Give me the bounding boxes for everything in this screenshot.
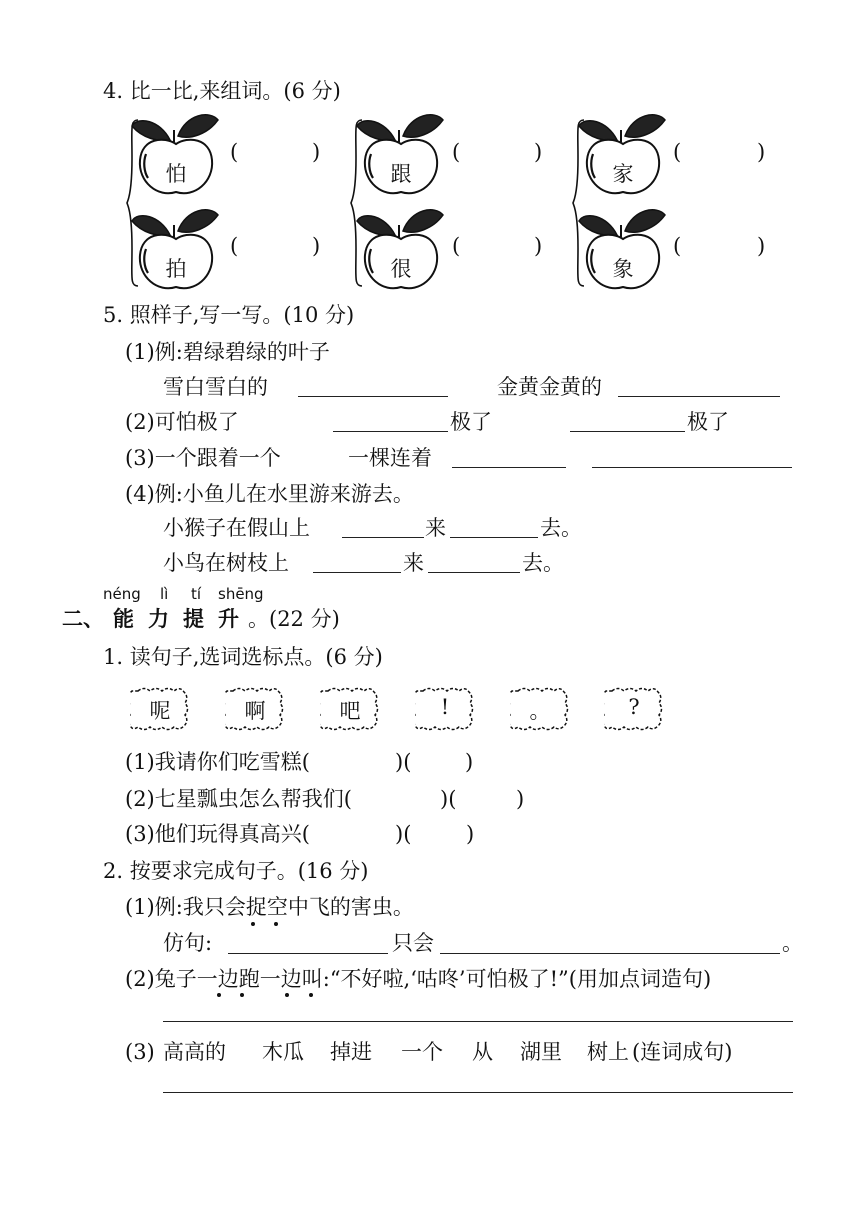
word-chip: 树上 <box>587 1040 629 1064</box>
word-chip: 木瓜 <box>262 1040 304 1064</box>
q5-s4-l2-c: 去。 <box>522 551 564 575</box>
answer-line[interactable] <box>313 572 401 573</box>
option-word: 啊 <box>244 699 266 723</box>
apple-card <box>577 112 669 196</box>
apple-char: 家 <box>612 162 634 186</box>
apple-card <box>130 112 222 196</box>
option-word: 吧 <box>339 699 361 723</box>
s2q1-item-3: (3)他们玩得真高兴( <box>125 822 310 846</box>
s2q2-item-2: (2)兔子一边跑一边叫:“不好啦,‘咕咚’可怕极了!”(用加点词造句) <box>125 967 712 991</box>
option-word: 呢 <box>149 699 171 723</box>
option-cloud <box>604 685 664 731</box>
option-cloud <box>320 685 380 731</box>
apple-char: 跟 <box>390 162 412 186</box>
option-cloud <box>415 685 475 731</box>
section2-prefix: 二、 <box>62 607 104 631</box>
answer-line[interactable] <box>428 572 520 573</box>
option-cloud <box>510 685 570 731</box>
q5-s3-b: 一棵连着 <box>348 446 432 470</box>
answer-line[interactable] <box>333 431 448 432</box>
word-chip: 一个 <box>401 1040 443 1064</box>
answer-line[interactable] <box>452 467 566 468</box>
s2q2-imitate-label: 仿句: <box>163 931 213 955</box>
q5-s2-b: 极了 <box>450 410 492 434</box>
paren-mid: )( <box>395 822 412 846</box>
answer-line[interactable] <box>163 1021 793 1022</box>
paren-close: ) <box>312 140 321 164</box>
answer-line[interactable] <box>342 537 424 538</box>
paren-close: ) <box>312 234 321 258</box>
paren-open: ( <box>673 140 682 164</box>
paren-close: ) <box>757 234 766 258</box>
answer-line[interactable] <box>450 537 538 538</box>
paren-mid: )( <box>440 787 457 811</box>
option-punct: ? <box>628 695 640 719</box>
paren-end: ) <box>465 750 474 774</box>
answer-line[interactable] <box>592 467 792 468</box>
q5-s1-a: 雪白雪白的 <box>163 375 268 399</box>
q5-s1-b: 金黄金黄的 <box>497 375 602 399</box>
q5-s2-a: (2)可怕极了 <box>125 410 239 434</box>
answer-line[interactable] <box>298 396 448 397</box>
option-punct: 。 <box>529 699 551 723</box>
paren-end: ) <box>466 822 475 846</box>
apple-card <box>577 207 669 291</box>
apple-card <box>355 112 447 196</box>
apple-char: 怕 <box>165 162 187 186</box>
paren-close: ) <box>534 140 543 164</box>
q5-s4-l2-a: 小鸟在树枝上 <box>163 551 289 575</box>
apple-char: 很 <box>390 257 412 281</box>
apple-char: 拍 <box>165 257 187 281</box>
q4-title: 4. 比一比,来组词。(6 分) <box>103 79 341 103</box>
word-chip: 湖里 <box>520 1040 562 1064</box>
apple-card <box>130 207 222 291</box>
q5-s4-l1-b: 来 <box>425 516 446 540</box>
pinyin: tí <box>191 585 202 603</box>
answer-line[interactable] <box>570 431 685 432</box>
paren-mid: )( <box>395 750 412 774</box>
section2-title-char: 能 <box>113 607 134 631</box>
paren-open: ( <box>230 140 239 164</box>
s2q2-title: 2. 按要求完成句子。(16 分) <box>103 859 369 883</box>
paren-open: ( <box>452 234 461 258</box>
word-chip: 从 <box>472 1040 493 1064</box>
option-punct: ! <box>440 695 450 719</box>
q5-s4-l1-c: 去。 <box>540 516 582 540</box>
option-cloud <box>130 685 190 731</box>
paren-close: ) <box>757 140 766 164</box>
paren-open: ( <box>452 140 461 164</box>
answer-line[interactable] <box>618 396 780 397</box>
s2q2-item-3-hint: (连词成句) <box>632 1040 733 1064</box>
q5-s2-c: 极了 <box>687 410 729 434</box>
apple-card <box>355 207 447 291</box>
pinyin: lì <box>160 585 169 603</box>
s2q1-title: 1. 读句子,选词选标点。(6 分) <box>103 645 383 669</box>
q5-s4-l1-a: 小猴子在假山上 <box>163 516 310 540</box>
section2-title-char: 升 <box>218 607 239 631</box>
section2-score: 。(22 分) <box>248 607 340 631</box>
paren-close: ) <box>534 234 543 258</box>
s2q2-imitate-end: 。 <box>782 931 803 955</box>
apple-char: 象 <box>612 257 634 281</box>
section2-title-char: 提 <box>183 607 204 631</box>
word-chip: 掉进 <box>330 1040 372 1064</box>
pinyin: néng <box>103 585 141 603</box>
q5-example-4: (4)例:小鱼儿在水里游来游去。 <box>125 482 414 506</box>
s2q2-item-3-label: (3) <box>125 1040 155 1064</box>
s2q1-item-2: (2)七星瓢虫怎么帮我们( <box>125 787 352 811</box>
q5-example-1: (1)例:碧绿碧绿的叶子 <box>125 340 330 364</box>
s2q2-imitate-mid: 只会 <box>392 931 434 955</box>
q5-title: 5. 照样子,写一写。(10 分) <box>103 303 355 327</box>
paren-open: ( <box>673 234 682 258</box>
word-chip: 高高的 <box>163 1040 226 1064</box>
option-cloud <box>225 685 285 731</box>
paren-open: ( <box>230 234 239 258</box>
answer-line[interactable] <box>228 953 388 954</box>
q5-s4-l2-b: 来 <box>403 551 424 575</box>
s2q2-example: (1)例:我只会捉空中飞的害虫。 <box>125 895 414 919</box>
s2q1-item-1: (1)我请你们吃雪糕( <box>125 750 310 774</box>
paren-end: ) <box>516 787 525 811</box>
answer-line[interactable] <box>163 1092 793 1093</box>
pinyin: shēng <box>218 585 264 603</box>
section2-title-char: 力 <box>148 607 169 631</box>
q5-s3-a: (3)一个跟着一个 <box>125 446 281 470</box>
answer-line[interactable] <box>440 953 780 954</box>
